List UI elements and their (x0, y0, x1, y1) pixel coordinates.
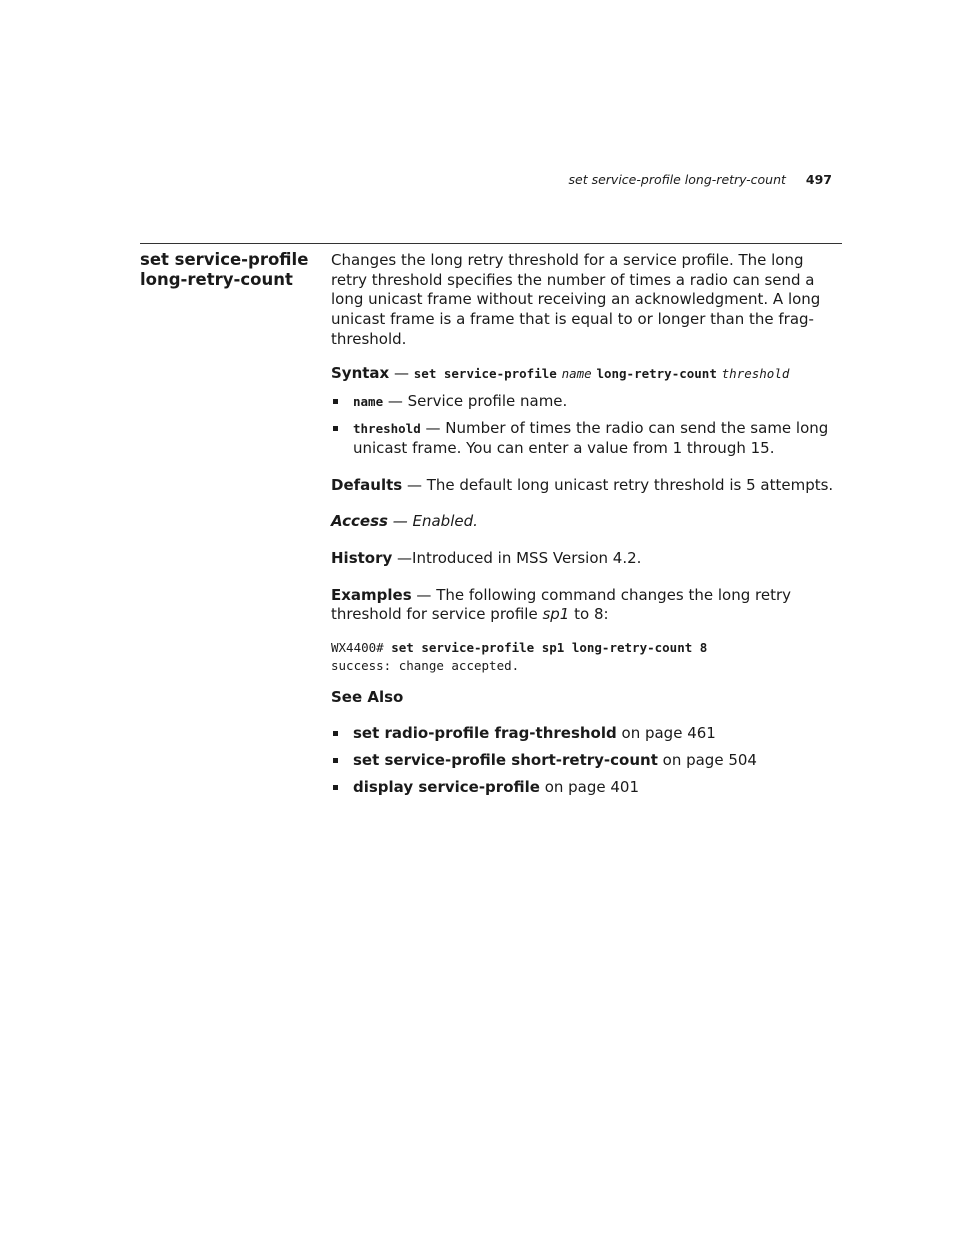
parameter-desc: — Service profile name. (383, 392, 568, 411)
running-header (569, 172, 832, 187)
see-also-item[interactable] (331, 724, 843, 744)
see-also-page-ref: on page 461 (616, 723, 716, 742)
parameter-desc: — Number of times the radio can send the same long unicast frame. You can enter a value from 1 through 15. (353, 419, 829, 457)
parameter-item (331, 392, 843, 412)
parameter-name: name (353, 394, 384, 410)
history-paragraph (331, 549, 843, 569)
section-body (331, 251, 843, 805)
code-output: success: change accepted. (331, 658, 520, 674)
examples-text: — The following command changes the long retry threshold for service profile (331, 585, 791, 624)
examples-label: Examples (331, 585, 412, 604)
see-also-link[interactable]: display service-profile (353, 777, 540, 796)
syntax-command: set service-profile (413, 365, 557, 381)
see-also-item[interactable] (331, 778, 843, 798)
syntax-line (331, 364, 843, 384)
access-label: Access (331, 512, 388, 531)
page-number: 497 (805, 172, 832, 187)
defaults-paragraph (331, 476, 843, 496)
history-text: —Introduced in MSS Version 4.2. (392, 549, 642, 568)
running-header-title: set service-profile long-retry-count (568, 172, 786, 187)
defaults-text: — The default long unicast retry threshold is 5 attempts. (402, 475, 834, 494)
bullet-icon (333, 758, 338, 763)
bullet-icon (333, 731, 338, 736)
parameter-name: threshold (353, 421, 421, 437)
see-also-item[interactable] (331, 751, 843, 771)
syntax-label: Syntax (331, 363, 390, 382)
section-title-line2: long-retry-count (140, 270, 293, 289)
code-prompt: WX4400# (331, 640, 392, 656)
section-title (140, 250, 320, 290)
access-paragraph (331, 512, 843, 532)
syntax-arg-threshold: threshold (721, 365, 790, 381)
syntax-keyword: long-retry-count (596, 365, 717, 381)
see-also-page-ref: on page 401 (539, 777, 640, 796)
examples-text-end: to 8: (569, 605, 609, 624)
bullet-icon (333, 426, 338, 431)
code-command: set service-profile sp1 long-retry-count 8 (391, 640, 708, 656)
examples-profile: sp1 (542, 605, 570, 624)
parameter-item (331, 419, 843, 458)
history-label: History (331, 549, 393, 568)
intro-paragraph: Changes the long retry threshold for a service profile. The long retry threshold specifies the number of times a radio can send a long unicast frame without receiving an acknowledgment. A long unicast frame is a frame that is equal to or longer than the frag-threshold. (331, 251, 821, 348)
see-also-heading: See Also (331, 688, 404, 707)
syntax-arg-name: name (561, 365, 592, 381)
bullet-icon (333, 785, 338, 790)
bullet-icon (333, 399, 338, 404)
examples-paragraph (331, 586, 843, 625)
syntax-dash: — (389, 363, 414, 382)
section-rule (140, 243, 842, 244)
see-also-link[interactable]: set radio-profile frag-threshold (353, 723, 617, 742)
defaults-label: Defaults (331, 475, 403, 494)
parameter-list (331, 392, 843, 458)
section-title-line1: set service-profile (140, 250, 309, 269)
code-example (331, 639, 843, 675)
see-also-page-ref: on page 504 (657, 750, 757, 769)
access-text: — Enabled. (387, 512, 478, 531)
see-also-link[interactable]: set service-profile short-retry-count (353, 750, 658, 769)
see-also-list (331, 724, 843, 798)
